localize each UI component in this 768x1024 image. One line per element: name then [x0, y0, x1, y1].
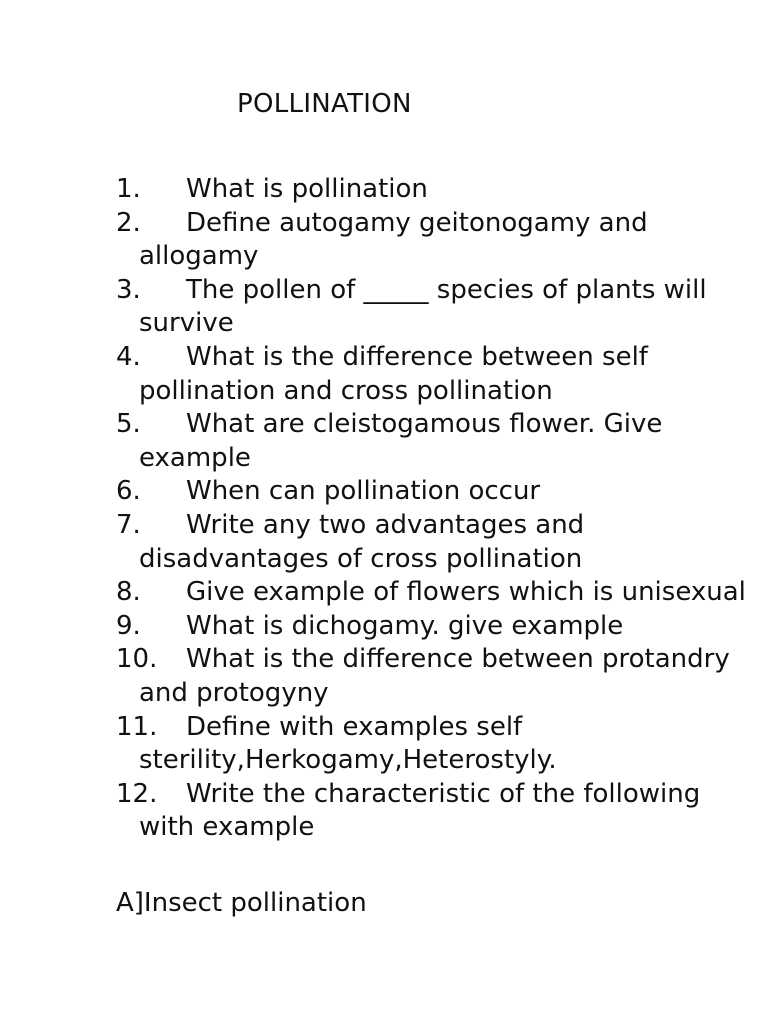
question-text: Define autogamy geitonogamy and allogamy [139, 207, 648, 272]
question-text: What are cleistogamous flower. Give example [139, 409, 663, 473]
question-text: What is dichogamy. give example [186, 610, 624, 641]
list-item [116, 475, 756, 509]
question-text: Give example of flowers which is unisexual [186, 577, 746, 608]
question-text: Define with examples self sterility,Herkogamy,Heterostyly. [139, 711, 557, 776]
question-number: 6. [116, 476, 141, 507]
list-item [116, 778, 756, 845]
question-text: Write the characteristic of the following with example [139, 778, 701, 843]
list-item [116, 408, 756, 475]
question-number: 8. [116, 577, 141, 608]
question-text: What is the difference between self pollination and cross pollination [139, 341, 648, 406]
question-text: What is pollination [186, 174, 428, 204]
list-item [116, 610, 756, 644]
list-item [116, 274, 756, 341]
question-number: 1. [116, 174, 141, 204]
question-number: 10. [116, 644, 158, 675]
list-item [116, 173, 756, 207]
question-number: 9. [116, 610, 141, 641]
list-item [116, 341, 756, 408]
list-item [116, 576, 756, 610]
list-item [116, 643, 756, 710]
question-number: 5. [116, 409, 141, 440]
question-text: What is the difference between protandry and protogyny [139, 644, 730, 708]
question-number: 12. [116, 778, 158, 809]
page-title: POLLINATION [237, 89, 412, 119]
question-number: 11. [116, 711, 158, 742]
question-number: 7. [116, 509, 141, 540]
list-item [116, 509, 756, 576]
question-number: 4. [116, 341, 141, 372]
question-number: 2. [116, 207, 141, 238]
question-text: Write any two advantages and disadvantages of cross pollination [139, 509, 585, 574]
list-item [116, 711, 756, 778]
question-list [116, 173, 756, 845]
question-text: When can pollination occur [186, 476, 541, 507]
question-text: The pollen of _____ species of plants will survive [139, 274, 707, 339]
list-item [116, 207, 756, 274]
question-number: 3. [116, 274, 141, 305]
section-subheading: A]Insect pollination [116, 888, 367, 918]
